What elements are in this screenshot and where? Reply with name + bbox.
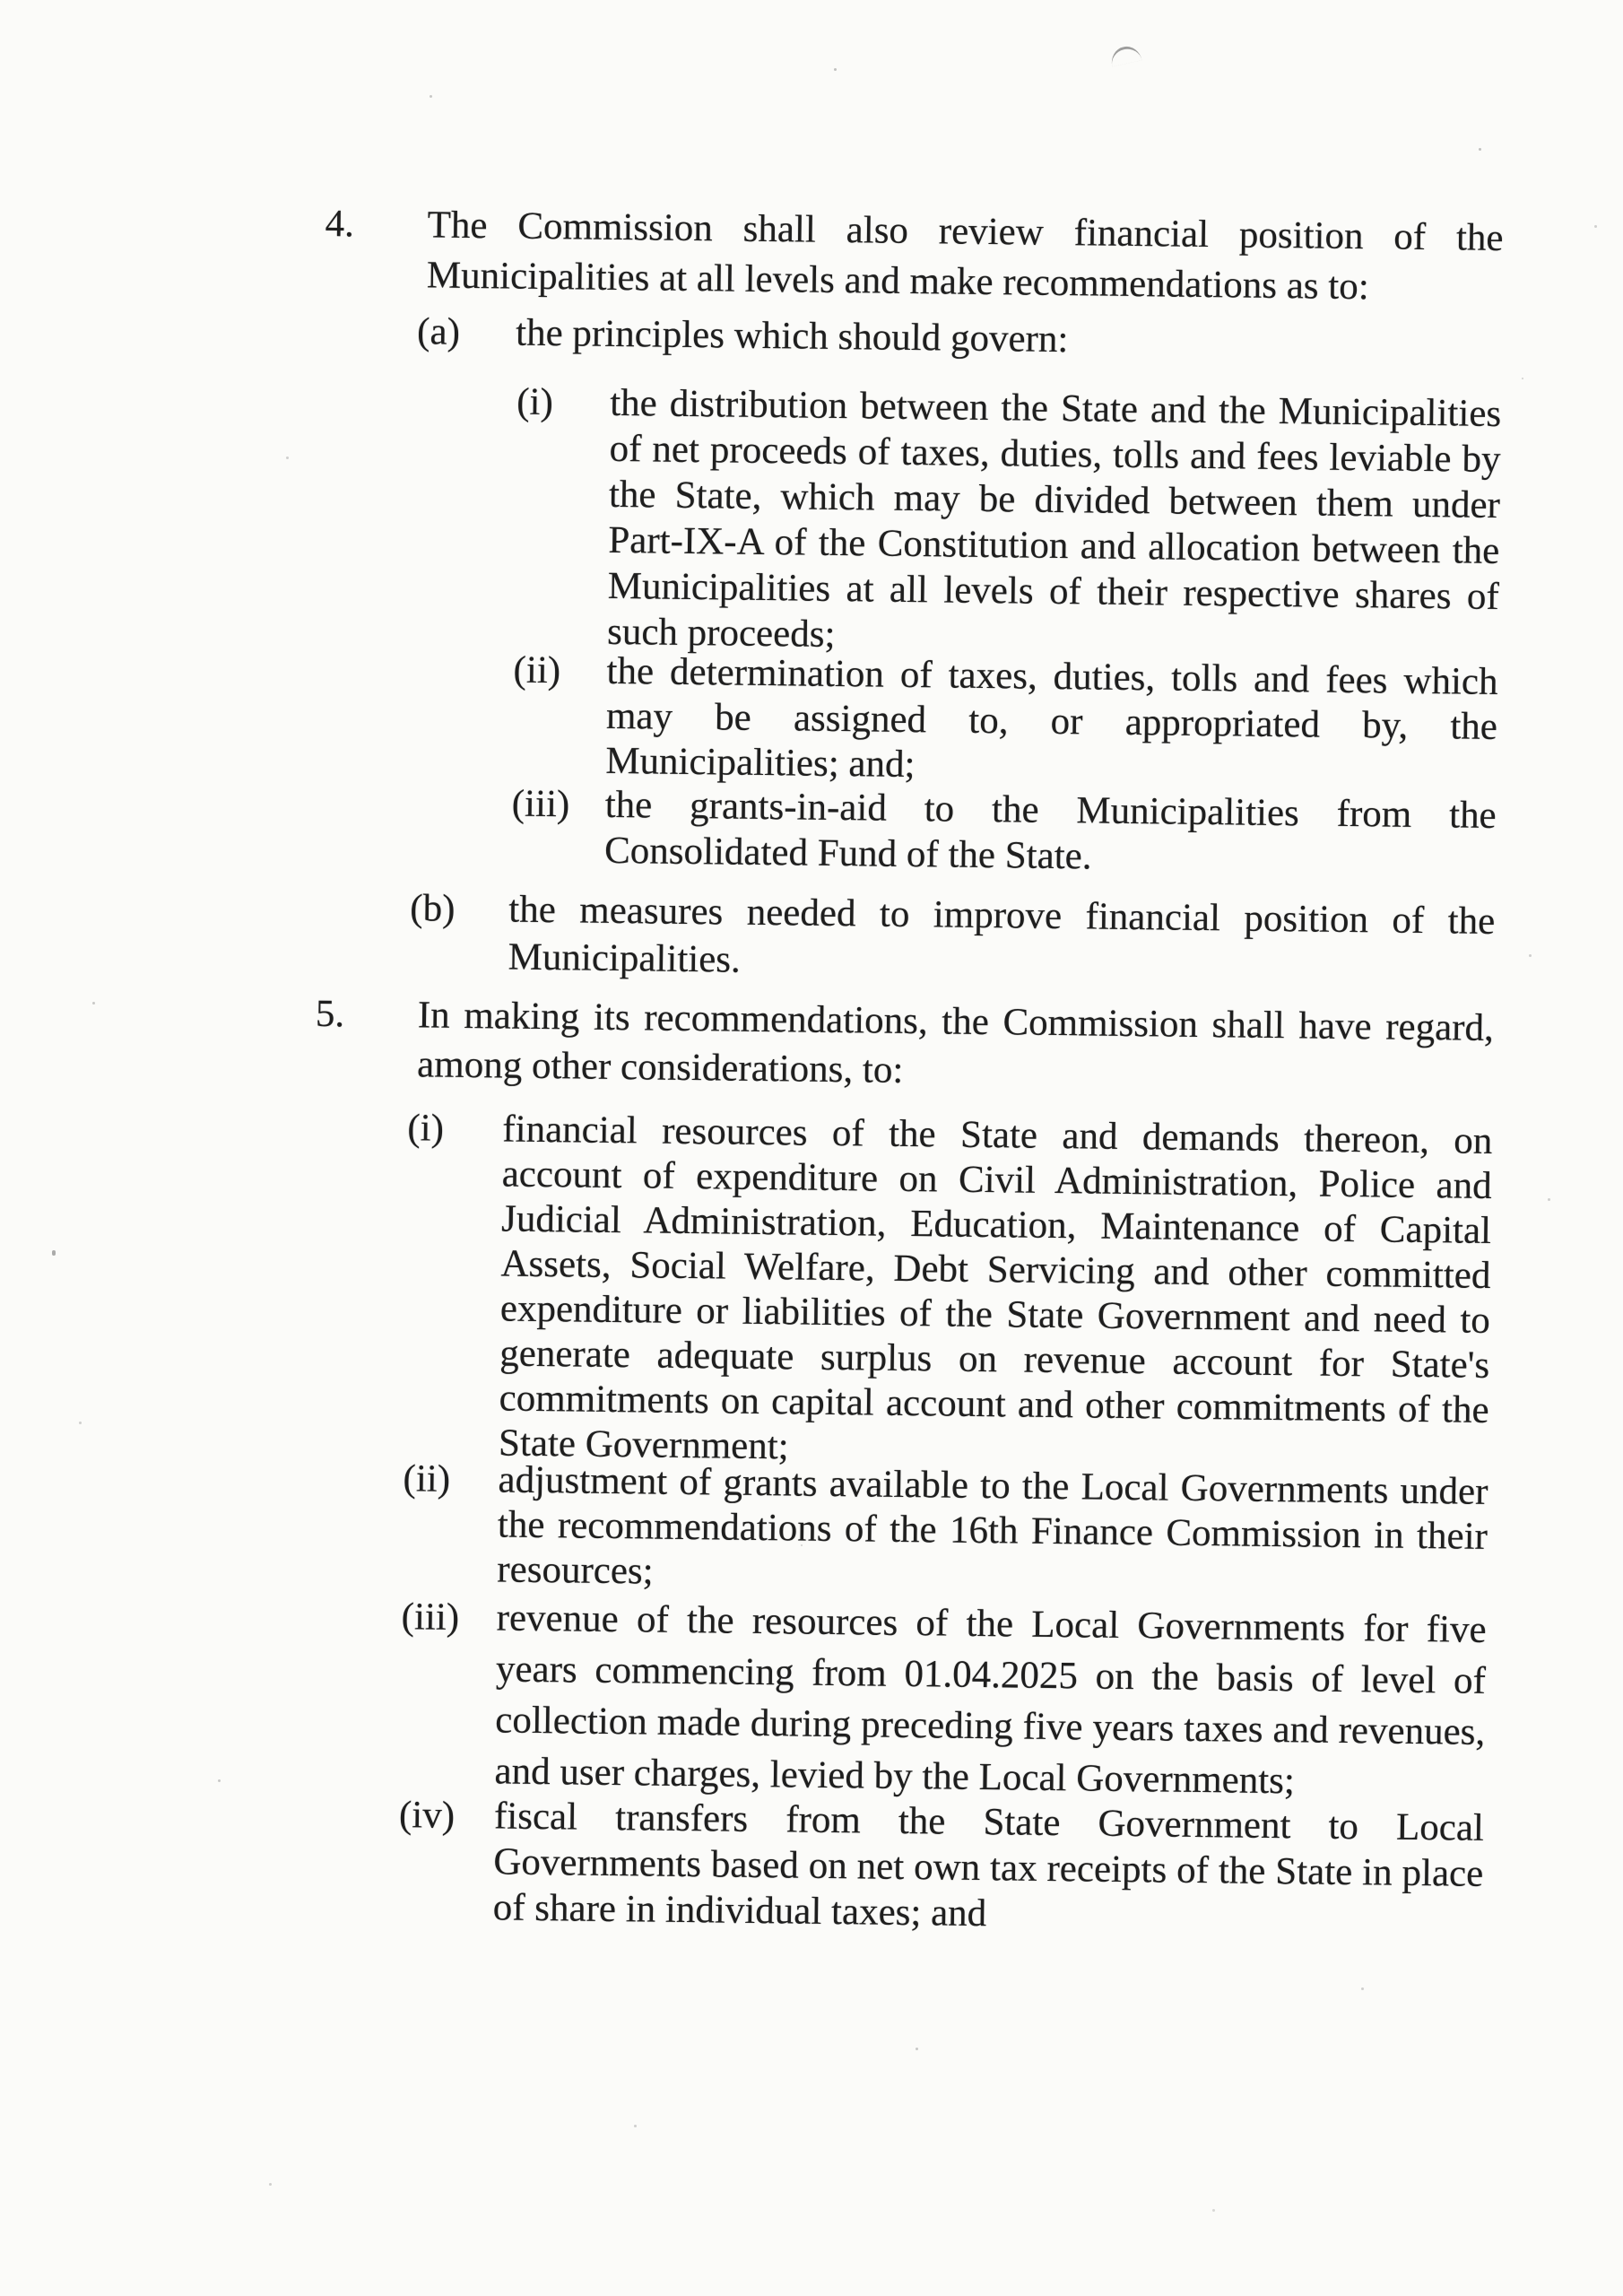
text-line: such proceeds; <box>606 610 836 656</box>
text-line: fiscal transfers from the State Government to Local <box>493 1795 1485 1849</box>
text-line: the distribution between the State and the Municipalities <box>609 381 1502 436</box>
item-marker: (i) <box>516 380 554 424</box>
text-line: of share in individual taxes; and <box>492 1886 987 1935</box>
text-line: account of expenditure on Civil Administration, Police and <box>501 1152 1492 1207</box>
section-item-a <box>324 307 1503 369</box>
noise-speck <box>79 1422 82 1424</box>
item-text <box>499 1107 1493 1477</box>
item-text <box>516 309 1503 369</box>
text-line: resources; <box>497 1548 654 1593</box>
noise-speck <box>834 68 837 71</box>
text-line: revenue of the resources of the Local Governments for five <box>496 1596 1487 1651</box>
text-line: financial resources of the State and demands thereon, on <box>502 1108 1493 1162</box>
text-line: Assets, Social Welfare, Debt Servicing and other committed <box>500 1242 1491 1297</box>
section-item-5-iii <box>306 1590 1487 1809</box>
section-item-5-ii <box>308 1456 1488 1605</box>
clause-number: 5. <box>315 992 345 1036</box>
text-line: The Commission shall also review financial position of the <box>427 204 1504 260</box>
section-item-b <box>316 883 1495 993</box>
noise-speck <box>1594 225 1597 228</box>
text-line: collection made during preceding five years taxes and revenues, <box>495 1699 1486 1753</box>
text-line: the recommendations of the 16th Finance Commission in their <box>497 1503 1488 1558</box>
item-marker: (i) <box>407 1107 445 1150</box>
item-text <box>607 380 1502 665</box>
clause-text <box>417 990 1494 1102</box>
noise-speck <box>52 1250 56 1256</box>
text-line: the grants-in-aid to the Municipalities from the <box>604 783 1497 838</box>
item-marker: (iv) <box>398 1794 456 1837</box>
section-clause-5 <box>315 989 1494 1102</box>
noise-speck <box>269 2183 272 2186</box>
item-text <box>494 1592 1487 1808</box>
text-line: years commencing from 01.04.2025 on the basis of level of <box>495 1648 1487 1702</box>
noise-speck <box>1212 2209 1215 2212</box>
text-line: may be assigned to, or appropriated by, the <box>605 694 1498 749</box>
text-line: the principles which should govern: <box>515 311 1069 361</box>
noise-speck <box>916 2048 918 2050</box>
text-line: and user charges, levied by the Local Governments; <box>494 1750 1296 1803</box>
noise-speck <box>430 95 432 98</box>
item-marker: (ii) <box>513 648 561 692</box>
item-marker: (a) <box>416 310 461 353</box>
text-line: the State, which may be divided between them under <box>608 473 1501 527</box>
text-line: Municipalities; and; <box>605 739 916 787</box>
text-line: Part-IX-A of the Constitution and allocation between the <box>608 518 1500 573</box>
text-line: Municipalities. <box>508 935 742 981</box>
item-text <box>492 1793 1484 1942</box>
noise-speck <box>1479 148 1481 151</box>
item-text <box>605 649 1498 795</box>
section-item-5-iv <box>304 1791 1484 1943</box>
text-line: Municipalities at all levels and make recommendations as to: <box>426 254 1369 309</box>
noise-speck <box>801 1544 803 1546</box>
item-text <box>508 886 1495 993</box>
text-line: generate adequate surplus on revenue account for State's <box>499 1332 1490 1387</box>
text-line: Governments based on net own tax receipts of the State in place <box>493 1840 1484 1895</box>
noise-speck <box>1529 954 1532 957</box>
text-line: In making its recommendations, the Commission shall have regard, <box>417 994 1495 1049</box>
noise-speck <box>92 1002 95 1004</box>
section-item-5-i <box>310 1105 1493 1478</box>
document-content <box>304 199 1509 2007</box>
text-line: State Government; <box>498 1422 789 1468</box>
text-line: Judicial Administration, Education, Maintenance of Capital <box>500 1197 1492 1252</box>
text-line: Consolidated Fund of the State. <box>603 829 1092 878</box>
noise-speck <box>218 1779 221 1782</box>
clause-text <box>427 200 1504 314</box>
noise-speck <box>1548 1198 1550 1201</box>
noise-speck <box>634 2125 637 2127</box>
text-line: adjustment of grants available to the Local Governments under <box>498 1458 1488 1513</box>
section-item-a-i <box>320 377 1502 665</box>
item-marker: (b) <box>410 887 456 930</box>
text-line: the measures needed to improve financial position of the <box>508 888 1496 943</box>
item-marker: (iii) <box>401 1596 460 1639</box>
text-line: among other considerations, to: <box>416 1043 904 1091</box>
noise-speck <box>286 457 289 459</box>
clause-number: 4. <box>325 202 355 246</box>
text-line: of net proceeds of taxes, duties, tolls and fees leviable by <box>609 427 1501 482</box>
item-text <box>497 1457 1488 1604</box>
section-item-a-iii <box>317 778 1497 884</box>
item-marker: (ii) <box>403 1457 451 1500</box>
noise-speck <box>1361 1987 1364 1990</box>
section-clause-4 <box>325 199 1504 314</box>
text-line: Municipalities at all levels of their respective shares of <box>607 564 1499 619</box>
section-item-a-ii <box>318 646 1498 795</box>
item-text <box>604 782 1497 884</box>
item-marker: (iii) <box>511 782 570 826</box>
text-line: expenditure or liabilities of the State Government and need to <box>499 1287 1491 1342</box>
text-line: the determination of taxes, duties, tolls and fees which <box>606 649 1498 704</box>
noise-speck <box>1522 378 1523 379</box>
text-line: commitments on capital account and other commitments of the <box>499 1377 1489 1431</box>
scan-artifact <box>1108 44 1141 67</box>
